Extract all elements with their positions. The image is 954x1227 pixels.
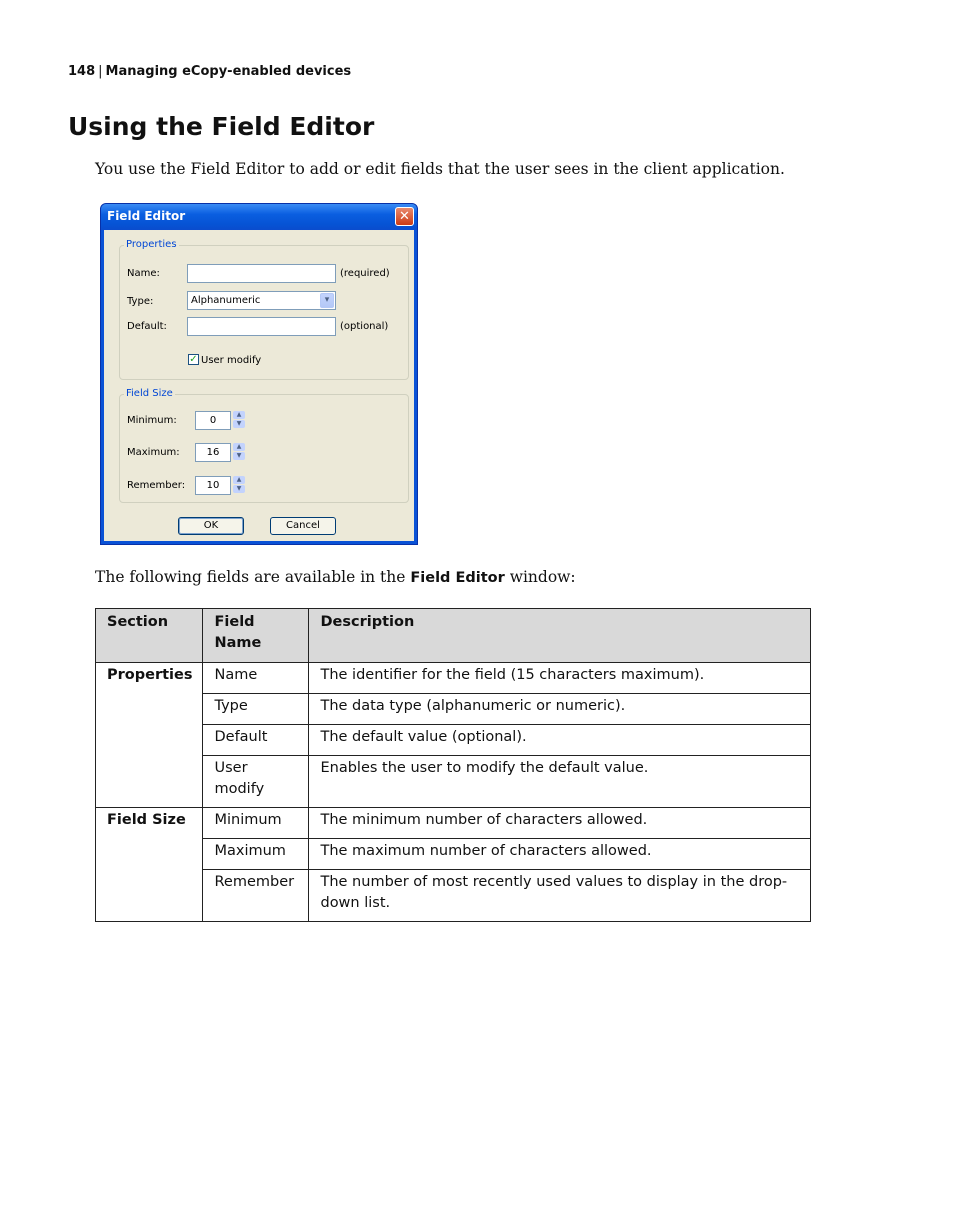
user-modify-checkbox[interactable]: ✓ [189,354,198,365]
remember-label: Remember: [127,480,186,491]
column-header-section: Section [96,609,203,663]
table-cell-description: The maximum number of characters allowed. [309,839,811,870]
spin-up-icon[interactable]: ▲ [233,476,245,484]
following-text-before: The following fields are available in the [95,568,411,586]
table-cell-description: The minimum number of characters allowed. [309,808,811,839]
user-modify-label: User modify [201,355,262,366]
name-field[interactable] [187,264,336,283]
table-cell-description: Enables the user to modify the default value. [309,756,811,808]
table-cell-section: Field Size [96,808,203,839]
table-row [96,870,811,922]
table-cell-field: Name [203,663,309,694]
properties-group-legend: Properties [126,239,177,250]
minimum-spinner[interactable] [233,411,245,429]
table-cell-description: The data type (alphanumeric or numeric). [309,694,811,725]
type-select-value: Alphanumeric [191,295,261,306]
close-icon[interactable]: ✕ [395,207,414,226]
section-heading: Using the Field Editor [68,112,375,141]
table-cell-field: Maximum [203,839,309,870]
dialog-titlebar[interactable] [101,204,417,230]
intro-paragraph: You use the Field Editor to add or edit fields that the user sees in the client application. [95,160,785,178]
table-row [96,694,811,725]
table-cell-description: The number of most recently used values to display in the drop-down list. [309,870,811,922]
spin-up-icon[interactable]: ▲ [233,443,245,451]
table-cell-section [96,694,203,725]
cancel-button[interactable]: Cancel [270,517,336,535]
column-header-field-name: Field Name [203,609,309,663]
table-cell-section [96,839,203,870]
dialog-client-area [104,230,414,541]
table-cell-section: Properties [96,663,203,694]
minimum-label: Minimum: [127,415,177,426]
table-cell-field: Remember [203,870,309,922]
table-cell-field: Default [203,725,309,756]
maximum-field[interactable]: 16 [195,443,231,462]
field-editor-dialog [100,203,418,545]
table-row [96,663,811,694]
table-cell-section [96,725,203,756]
table-cell-description: The identifier for the field (15 characters maximum). [309,663,811,694]
table-cell-section [96,756,203,808]
name-label: Name: [127,268,160,279]
chapter-title: Managing eCopy-enabled devices [105,64,352,79]
following-text-after: window: [504,568,576,586]
chevron-down-icon[interactable]: ▾ [320,293,334,308]
column-header-description: Description [309,609,811,663]
following-paragraph [95,568,576,586]
name-required-hint: (required) [340,268,390,279]
following-text-bold: Field Editor [410,570,505,586]
page-header [68,64,351,79]
table-row [96,808,811,839]
table-cell-field: Minimum [203,808,309,839]
type-select[interactable] [187,291,336,310]
table-header-row [96,609,811,663]
remember-spinner[interactable] [233,476,245,494]
field-size-group-legend: Field Size [126,388,173,399]
spin-down-icon[interactable]: ▼ [233,485,245,493]
default-label: Default: [127,321,167,332]
minimum-field[interactable]: 0 [195,411,231,430]
ok-button[interactable]: OK [178,517,244,535]
table-row [96,725,811,756]
table-cell-description: The default value (optional). [309,725,811,756]
spin-down-icon[interactable]: ▼ [233,452,245,460]
page-number: 148 [68,64,96,79]
table-cell-field: Type [203,694,309,725]
header-separator: | [98,64,103,79]
dialog-title: Field Editor [107,209,186,223]
table-row [96,839,811,870]
default-optional-hint: (optional) [340,321,389,332]
remember-field[interactable]: 10 [195,476,231,495]
table-cell-section [96,870,203,922]
default-field[interactable] [187,317,336,336]
maximum-spinner[interactable] [233,443,245,461]
table-cell-field: User modify [203,756,309,808]
maximum-label: Maximum: [127,447,180,458]
table-row [96,756,811,808]
fields-table [95,608,811,922]
spin-up-icon[interactable]: ▲ [233,411,245,419]
type-label: Type: [127,296,154,307]
spin-down-icon[interactable]: ▼ [233,420,245,428]
